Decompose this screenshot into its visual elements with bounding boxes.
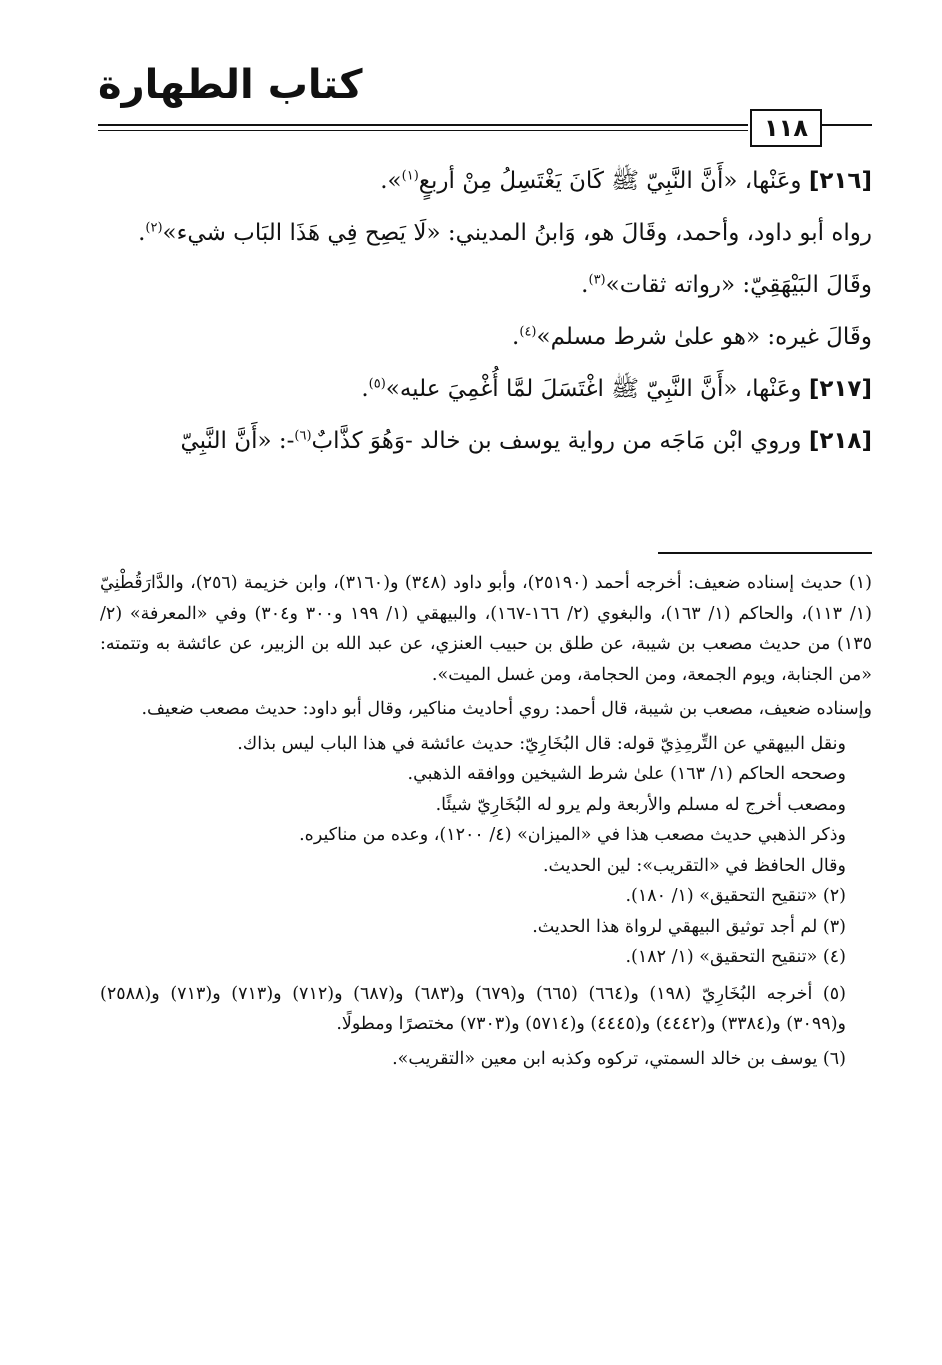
footnotes bbox=[100, 568, 872, 1074]
hadith-text: وروي ابْن مَاجَه من رواية يوسف بن خالد -وَهُوَ كذَّابٌ bbox=[311, 428, 809, 454]
header-rule-right bbox=[820, 124, 872, 126]
paragraph-text-end: . bbox=[512, 324, 520, 350]
main-text bbox=[100, 160, 872, 472]
hadith-text-end: . bbox=[361, 376, 369, 402]
footnote-1-line: ونقل البيهقي عن التِّرمِذِيّ قوله: قال البُخَارِيّ: حديث عائشة في هذا الباب ليس بذاك. bbox=[237, 733, 846, 754]
paragraph-text: وقَالَ البَيْهَقِيّ: «رواته ثقات» bbox=[605, 272, 872, 298]
footnote-ref[interactable]: (٦) bbox=[294, 428, 312, 444]
hadith-text: وعَنْها، «أَنَّ النَّبِيّ ﷺ اغْتَسَلَ لمَّا أُغْمِيَ عليه» bbox=[385, 376, 809, 402]
footnote-1-line: وذكر الذهبي حديث مصعب هذا في «الميزان» (٤/ ١٢٠٠)، وعده من مناكيره. bbox=[299, 825, 846, 845]
hadith-number: [٢١٦] bbox=[808, 168, 872, 194]
paragraph-text-end: . bbox=[138, 220, 146, 246]
footnote-6: (٦) يوسف بن خالد السمتي، تركوه وكذبه ابن معين «التقريب». bbox=[392, 1048, 846, 1069]
hadith-number: [٢١٨] bbox=[808, 428, 872, 454]
footnote-1-line: وصححه الحاكم (١/ ١٦٣) علىٰ شرط الشيخين ووافقه الذهبي. bbox=[407, 764, 846, 784]
hadith-216 bbox=[100, 160, 872, 202]
footnote-5: (٥) أخرجه البُخَارِيّ (١٩٨) و(٦٦٤) (٦٦٥) و(٦٧٩) و(٦٨٣) و(٦٨٧) و(٧١٢) و(٧١٣) و(٧١٣) و(٢٥٨٨) و(٣٠٩٩) و(٣٣٨٤) و(٤٤٤٢) و(٤٤٤٥) و(٥٧١٤) و(٧٣٠٣) مختصرًا ومطولًا. bbox=[100, 983, 846, 1034]
footnote-ref[interactable]: (١) bbox=[401, 168, 419, 184]
footnote-3: (٣) لم أجد توثيق البيهقي لرواة هذا الحديث. bbox=[532, 916, 846, 937]
footnote-ref[interactable]: (٥) bbox=[368, 376, 386, 392]
header-rule bbox=[98, 124, 748, 126]
footnote-separator bbox=[658, 552, 872, 554]
hadith-text-end: -: «أَنَّ النَّبِيّ bbox=[180, 428, 295, 454]
footnote-1: (١) حديث إسناده ضعيف: أخرجه أحمد (٢٥١٩٠)، وأبو داود (٣٤٨) و(٣١٦٠)، وابن خزيمة (٢٥٦)، والدَّارَقُطْنِيّ (١/ ١١٣)، والحاكم (١/ ١٦٣)، والبغوي (٢/ ١٦٦-١٦٧)، والبيهقي (١/ ١٩٩ و٣٠٠ و٣٠٤) وفي «المعرفة» (٢/ ١٣٥) من حديث مصعب بن شيبة، عن طلق بن حبيب العنزي، عن عبد الله بن الزبير، عن عائشة به وتتمته: «من الجنابة، ويوم الجمعة، ومن الحجامة، ومن غسل الميت». bbox=[100, 573, 872, 685]
paragraph-text-end: . bbox=[581, 272, 589, 298]
hadith-text-end: ». bbox=[380, 168, 402, 194]
footnote-1-line: وقال الحافظ في «التقريب»: لين الحديث. bbox=[542, 855, 846, 876]
footnote-ref[interactable]: (٤) bbox=[519, 324, 537, 340]
footnote-ref[interactable]: (٣) bbox=[588, 272, 606, 288]
footnote-ref[interactable]: (٢) bbox=[145, 220, 163, 236]
paragraph-bayhaqi bbox=[100, 264, 872, 306]
footnote-2: (٢) «تنقيح التحقيق» (١/ ١٨٠). bbox=[625, 886, 846, 906]
paragraph-narration bbox=[100, 212, 872, 254]
paragraph-text: وقَالَ غيره: «هو علىٰ شرط مسلم» bbox=[536, 324, 872, 350]
paragraph-text: رواه أبو داود، وأحمد، وقَالَ هو، وَابنُ المديني: «لَا يَصِح فِي هَذَا البَاب شيء» bbox=[162, 220, 872, 246]
hadith-text: وعَنْها، «أَنَّ النَّبِيّ ﷺ كَانَ يَغْتَسِلُ مِنْ أربعٍ bbox=[418, 168, 809, 194]
running-header-title: كتاب الطهارة bbox=[98, 62, 363, 108]
footnote-1-line: ومصعب أخرج له مسلم والأربعة ولم يرو له البُخَارِيّ شيئًا. bbox=[435, 794, 846, 815]
footnote-4: (٤) «تنقيح التحقيق» (١/ ١٨٢). bbox=[625, 947, 846, 967]
footnote-1-continued: وإسناده ضعيف، مصعب بن شيبة، قال أحمد: روي أحاديث مناكير، وقال أبو داود: حديث مصعب ضعيف. bbox=[141, 699, 872, 719]
hadith-217 bbox=[100, 368, 872, 410]
hadith-number: [٢١٧] bbox=[808, 376, 872, 402]
hadith-218 bbox=[100, 420, 872, 462]
page-number: ١١٨ bbox=[750, 109, 822, 147]
paragraph-other bbox=[100, 316, 872, 358]
header-rule-thin bbox=[98, 130, 748, 131]
